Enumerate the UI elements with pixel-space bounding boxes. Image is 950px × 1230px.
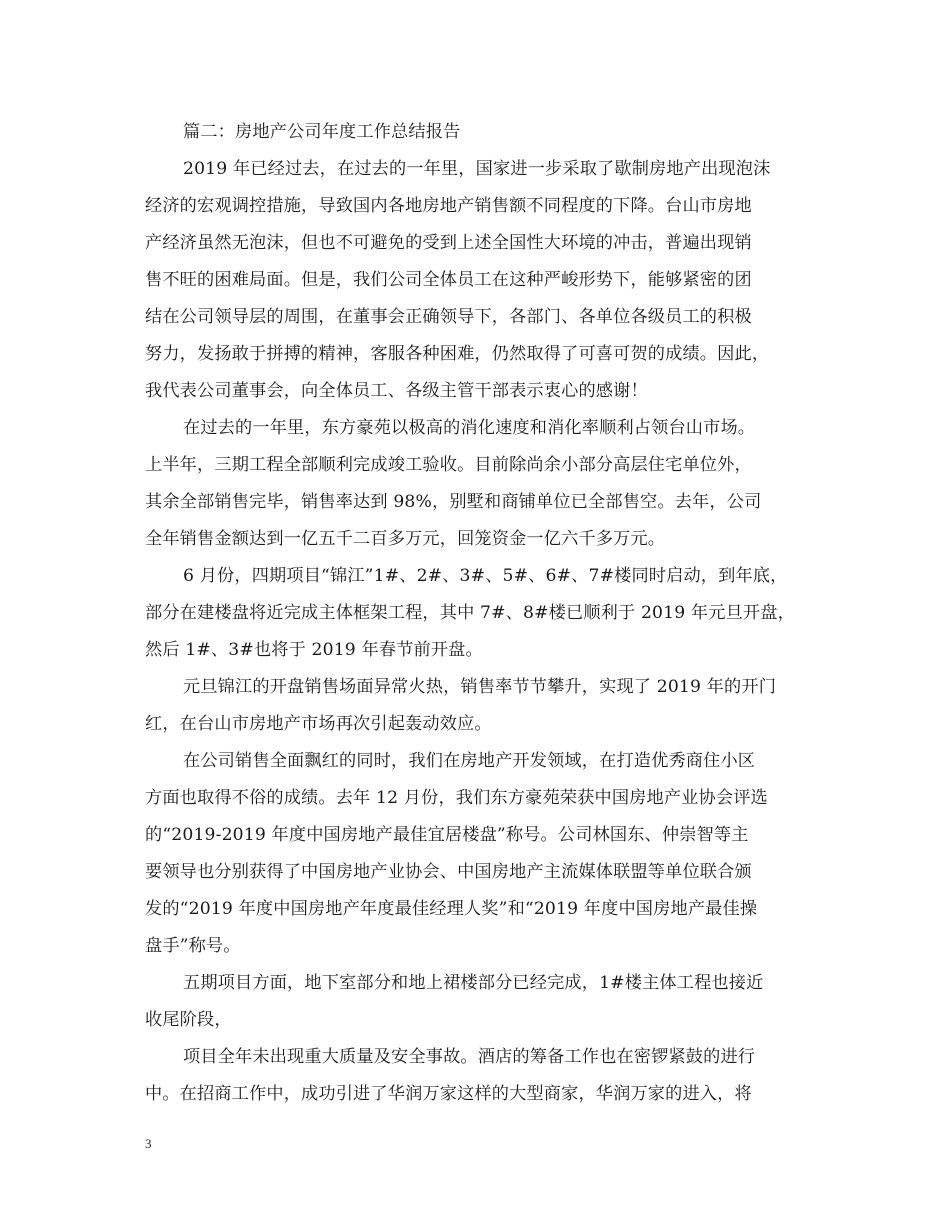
paragraph-line: 发的“2019 年度中国房地产年度最佳经理人奖”和“2019 年度中国房地产最佳操 — [145, 899, 758, 919]
document-body — [145, 114, 805, 1113]
paragraph-line: 中。在招商工作中，成功引进了华润万家这样的大型商家，华润万家的进入，将 — [145, 1084, 752, 1104]
paragraph-line: 2019 年已经过去，在过去的一年里，国家进一步采取了歇制房地产出现泡沫 — [183, 159, 771, 179]
paragraph-line: 红，在台山市房地产市场再次引起轰动效应。 — [145, 714, 492, 734]
section-heading: 篇二：房地产公司年度工作总结报告 — [183, 122, 461, 142]
paragraph-line: 在公司销售全面飘红的同时，我们在房地产开发领域，在打造优秀商住小区 — [183, 751, 756, 771]
paragraph-line: 方面也取得不俗的成绩。去年 12 月份，我们东方豪苑荣获中国房地产业协会评选 — [145, 788, 768, 808]
paragraph-line: 上半年，三期工程全部顺利完成竣工验收。目前除尚余小部分高层住宅单位外， — [145, 455, 752, 475]
paragraph-line: 努力，发扬敢于拼搏的精神，客服各种困难，仍然取得了可喜可贺的成绩。因此， — [145, 344, 770, 364]
paragraph-line: 经济的宏观调控措施，导致国内各地房地产销售额不同程度的下降。台山市房地 — [145, 196, 752, 216]
paragraph-line: 我代表公司董事会，向全体员工、各级主管干部表示衷心的感谢！ — [145, 381, 648, 401]
paragraph-line: 在过去的一年里，东方豪苑以极高的消化速度和消化率顺利占领台山市场。 — [183, 418, 756, 438]
paragraph-line: 6 月份，四期项目“锦江”1#、2#、3#、5#、6#、7#楼同时启动，到年底， — [183, 566, 788, 586]
paragraph-line: 元旦锦江的开盘销售场面异常火热，销售率节节攀升，实现了 2019 年的开门 — [183, 677, 777, 697]
paragraph-line: 收尾阶段， — [145, 1010, 232, 1030]
paragraph-line: 的“2019-2019 年度中国房地产最佳宜居楼盘”称号。公司林国东、仲崇智等主 — [145, 825, 749, 845]
paragraph-line: 全年销售金额达到一亿五千二百多万元，回笼资金一亿六千多万元。 — [145, 529, 666, 549]
paragraph-line: 要领导也分别获得了中国房地产业协会、中国房地产主流媒体联盟等单位联合颁 — [145, 862, 752, 882]
paragraph-line: 五期项目方面，地下室部分和地上裙楼部分已经完成，1#楼主体工程也接近 — [183, 973, 764, 993]
paragraph-line: 项目全年未出现重大质量及安全事故。酒店的筹备工作也在密锣紧鼓的进行 — [183, 1047, 756, 1067]
paragraph-line: 然后 1#、3#也将于 2019 年春节前开盘。 — [145, 640, 483, 660]
page-number: 3 — [145, 1136, 152, 1151]
paragraph-line: 盘手”称号。 — [145, 936, 241, 956]
paragraph-line: 其余全部销售完毕，销售率达到 98%，别墅和商铺单位已全部售空。去年，公司 — [145, 492, 762, 512]
paragraph-line: 部分在建楼盘将近完成主体框架工程，其中 7#、8#楼已顺利于 2019 年元旦开盘， — [145, 603, 795, 623]
paragraph-line: 产经济虽然无泡沫，但也不可避免的受到上述全国性大环境的冲击，普遍出现销 — [145, 233, 752, 253]
paragraph-line: 售不旺的困难局面。但是，我们公司全体员工在这种严峻形势下，能够紧密的团 — [145, 270, 752, 290]
paragraph-line: 结在公司领导层的周围，在董事会正确领导下，各部门、各单位各级员工的积极 — [145, 307, 752, 327]
